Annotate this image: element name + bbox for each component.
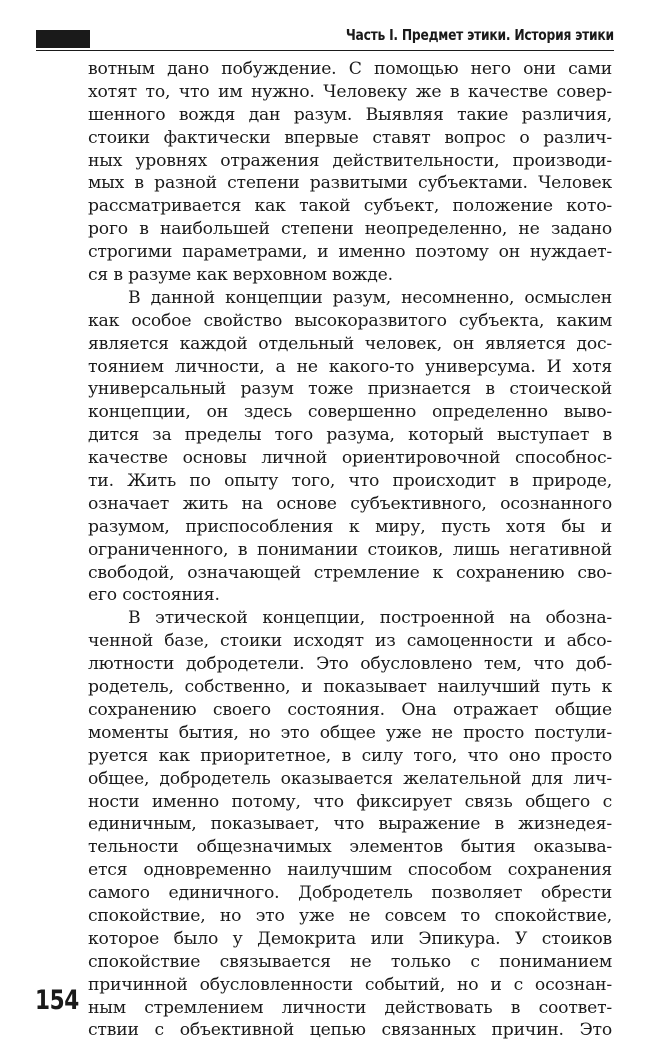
text-line: стоики фактически впервые ставят вопрос о различ- [88, 127, 612, 148]
text-line: качестве основы личной ориентировочной способнос- [88, 448, 612, 469]
text-line: родетель, собственно, и показывает наилучший путь к [88, 677, 612, 698]
text-line: спокойствие связывается не только с пониманием [88, 951, 612, 972]
text-line: рого в наибольшей степени неопределенно, не задано [88, 219, 612, 240]
text-line: ется одновременно наилучшим способом сохранения [88, 860, 612, 881]
text-line: ся в разуме как верховном вожде. [88, 265, 393, 286]
text-line: В данной концепции разум, несомненно, осмыслен [128, 287, 612, 308]
text-line: свободой, означающей стремление к сохранению сво- [88, 562, 612, 583]
text-line: ным стремлением личности действовать в соответ- [88, 997, 612, 1018]
text-line: тельности общезначимых элементов бытия оказыва- [88, 837, 612, 858]
running-head: Часть I. Предмет этики. История этики [345, 26, 614, 44]
text-line: дится за пределы того разума, который выступает в [88, 425, 612, 446]
text-line: его состояния. [88, 585, 220, 606]
text-line: разумом, приспособления к миру, пусть хотя бы и [88, 516, 612, 537]
text-line: является каждой отдельный человек, он является дос- [88, 333, 612, 354]
body-text [88, 58, 612, 1042]
text-line: ченной базе, стоики исходят из самоценности и абсо- [88, 631, 612, 652]
text-line: которое было у Демокрита или Эпикура. У стоиков [88, 928, 612, 949]
header-bar [36, 30, 90, 48]
text-line: ных уровнях отражения действительности, производи- [88, 150, 612, 171]
text-line: лютности добродетели. Это обусловлено тем, что доб- [88, 654, 612, 675]
text-line: моменты бытия, но это общее уже не просто постули- [88, 722, 612, 743]
text-line: сохранению своего состояния. Она отражает общие [88, 699, 612, 720]
text-line: общее, добродетель оказывается желательной для лич- [88, 768, 612, 789]
text-line: тоянием личности, а не какого-то универсума. И хотя [88, 356, 612, 377]
text-line: рассматривается как такой субъект, положение кото- [88, 196, 612, 217]
text-line: шенного вождя дан разум. Выявляя такие различия, [88, 104, 612, 125]
text-line: причинной обусловленности событий, но и с осознан- [88, 974, 612, 995]
text-line: самого единичного. Добродетель позволяет обрести [88, 883, 612, 904]
text-line: концепции, он здесь совершенно определенно выво- [88, 402, 612, 423]
text-line: спокойствие, но это уже не совсем то спокойствие, [88, 905, 612, 926]
text-line: хотят то, что им нужно. Человеку же в качестве совер- [88, 81, 612, 102]
text-line: ствии с объективной цепью связанных причин. Это [88, 1020, 612, 1041]
text-line: ти. Жить по опыту того, что происходит в природе, [88, 471, 612, 492]
text-line: вотным дано побуждение. С помощью него они сами [88, 59, 612, 79]
text-line: ности именно потому, что фиксирует связь общего с [88, 791, 612, 812]
text-line: руется как приоритетное, в силу того, что оно просто [88, 745, 612, 766]
text-line: строгими параметрами, и именно поэтому он нуждает- [88, 242, 612, 263]
text-line: означает жить на основе субъективного, осознанного [88, 493, 612, 514]
text-line: мых в разной степени развитыми субъектами. Человек [88, 173, 612, 194]
text-line: единичным, показывает, что выражение в жизнедея- [88, 814, 612, 835]
text-line: В этической концепции, построенной на обозна- [128, 608, 612, 629]
page-number: 154 [35, 985, 79, 1016]
text-line: универсальный разум тоже признается в стоической [88, 379, 612, 400]
text-line: ограниченного, в понимании стоиков, лишь негативной [88, 539, 612, 560]
header-rule [36, 50, 614, 51]
text-line: как особое свойство высокоразвитого субъекта, каким [88, 310, 612, 331]
